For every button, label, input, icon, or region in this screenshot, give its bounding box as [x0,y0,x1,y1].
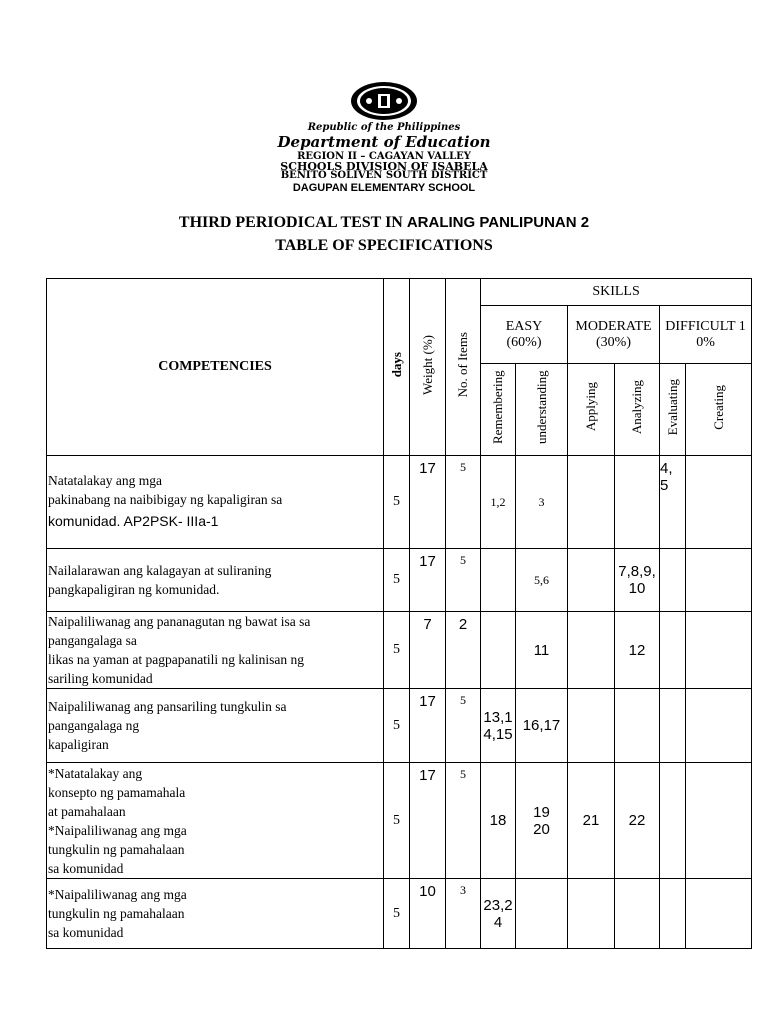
table-row [47,689,752,763]
weight-cell: 17 [410,549,446,612]
understanding-cell: 3 [516,456,568,549]
header-division: SCHOOLS DIVISION OF ISABELA [280,160,488,173]
competency-cell: *Naipaliliwanag ang mga tungkulin ng pamahalaan sa komunidad [47,879,384,949]
evaluating-cell [660,612,686,689]
evaluating-cell: 4, 5 [660,456,686,549]
items-cell: 3 [446,879,481,949]
evaluating-cell [660,879,686,949]
table-row [47,456,752,549]
table-row [47,763,752,879]
evaluating-header: Evaluating [660,364,686,456]
evaluating-cell [660,763,686,879]
analyzing-cell [615,689,660,763]
analyzing-cell [615,456,660,549]
remembering-cell: 1,2 [481,456,516,549]
creating-cell [686,879,752,949]
creating-cell [686,689,752,763]
understanding-cell: 5,6 [516,549,568,612]
applying-cell: 21 [568,763,615,879]
header-region: REGION II – CAGAYAN VALLEY [297,151,471,162]
days-cell: 5 [384,456,410,549]
creating-cell [686,456,752,549]
competencies-header: COMPETENCIES [47,279,384,456]
remembering-cell [481,612,516,689]
evaluating-cell [660,549,686,612]
competency-cell: Nailalarawan ang kalagayan at suliraning pangkapaligiran ng komunidad. [47,549,384,612]
test-title-subject: ARALING PANLIPUNAN 2 [406,214,590,231]
creating-cell [686,612,752,689]
remembering-header: Remembering [481,364,516,456]
items-cell: 5 [446,763,481,879]
competency-cell: Naipaliliwanag ang pansariling tungkulin sa pangangalaga ng kapaligiran [47,689,384,763]
moderate-header: MODERATE (30%) [568,306,660,364]
weight-cell: 10 [410,879,446,949]
items-cell: 5 [446,689,481,763]
deped-seal-icon [349,81,419,121]
header-department: Department of Education [277,133,491,151]
creating-cell [686,763,752,879]
applying-cell [568,879,615,949]
understanding-cell: 16,17 [516,689,568,763]
evaluating-cell [660,689,686,763]
weight-cell: 17 [410,763,446,879]
header-school: DAGUPAN ELEMENTARY SCHOOL [292,182,476,194]
weight-header: Weight (%) [410,279,446,456]
competency-cell: Naipaliliwanag ang pananagutan ng bawat isa sa pangangalaga sa likas na yaman at pagpapanatili ng kalinisan ng sariling komunidad [47,612,384,689]
table-row [47,612,752,689]
skills-header: SKILLS [481,279,752,306]
test-title-prefix: THIRD PERIODICAL TEST IN [178,214,407,231]
applying-cell [568,456,615,549]
remembering-cell: 23,24 [481,879,516,949]
days-cell: 5 [384,612,410,689]
competency-cell: Natatalakay ang mga pakinabang na naibibigay ng kapaligiran sa komunidad. AP2PSK- IIIa-1 [47,456,384,549]
competency-cell: *Natatalakay ang konsepto ng pamamahala at pamahalaan *Naipaliliwanag ang mga tungkulin ng pamahalaan sa komunidad [47,763,384,879]
test-subtitle: TABLE OF SPECIFICATIONS [275,237,493,254]
items-cell: 5 [446,456,481,549]
remembering-cell: 18 [481,763,516,879]
analyzing-cell: 7,8,9, 10 [615,549,660,612]
days-cell: 5 [384,549,410,612]
creating-header: Creating [686,364,752,456]
days-cell: 5 [384,763,410,879]
applying-cell [568,689,615,763]
test-title [0,214,768,232]
remembering-cell [481,549,516,612]
analyzing-header: Analyzing [615,364,660,456]
understanding-header: understanding [516,364,568,456]
applying-cell [568,549,615,612]
header-district: BENITO SOLIVEN SOUTH DISTRICT [280,170,488,181]
items-cell: 2 [446,612,481,689]
table-row [47,549,752,612]
weight-cell: 7 [410,612,446,689]
analyzing-cell: 22 [615,763,660,879]
creating-cell [686,549,752,612]
difficult-header: DIFFICULT 10% [660,306,752,364]
specifications-table [46,278,752,949]
items-header: No. of Items [446,279,481,456]
days-cell: 5 [384,689,410,763]
analyzing-cell: 12 [615,612,660,689]
weight-cell: 17 [410,456,446,549]
analyzing-cell [615,879,660,949]
applying-header: Applying [568,364,615,456]
understanding-cell: 11 [516,612,568,689]
remembering-cell: 13,14,15 [481,689,516,763]
days-header: days [384,279,410,456]
easy-header: EASY (60%) [481,306,568,364]
applying-cell [568,612,615,689]
weight-cell: 17 [410,689,446,763]
table-row [47,879,752,949]
understanding-cell [516,879,568,949]
days-cell: 5 [384,879,410,949]
items-cell: 5 [446,549,481,612]
header-republic: Republic of the Philippines [307,122,461,133]
understanding-cell: 19 20 [516,763,568,879]
